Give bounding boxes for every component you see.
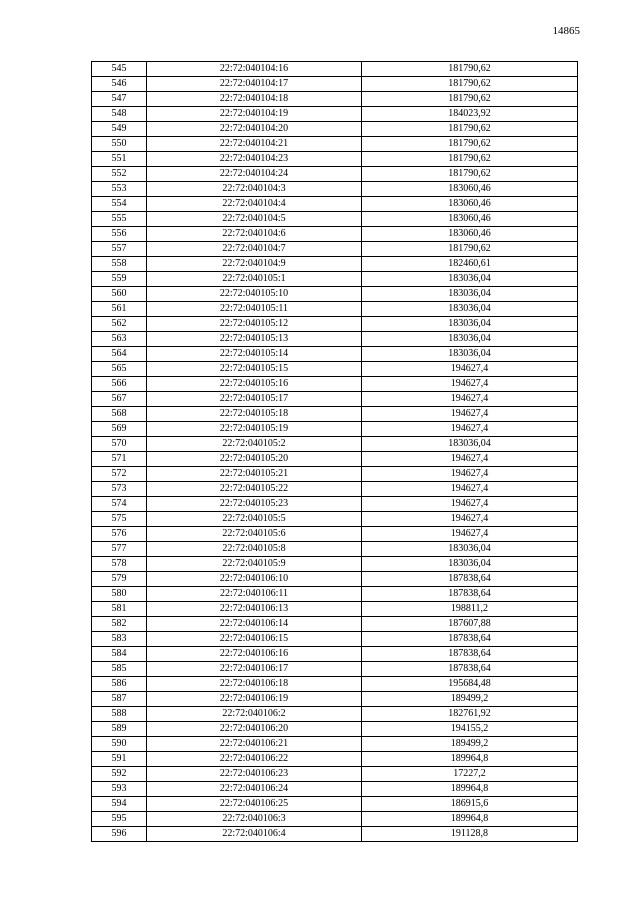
cadastre-value-table bbox=[91, 61, 578, 842]
row-number-cell: 568 bbox=[92, 407, 147, 422]
cadastral-number-cell: 22:72:040105:13 bbox=[147, 332, 362, 347]
cadastral-value-cell: 189499,2 bbox=[362, 737, 578, 752]
row-number-cell: 565 bbox=[92, 362, 147, 377]
row-number-cell: 592 bbox=[92, 767, 147, 782]
row-number-cell: 557 bbox=[92, 242, 147, 257]
cadastral-value-cell: 194627,4 bbox=[362, 377, 578, 392]
table-row bbox=[92, 437, 578, 452]
cadastral-number-cell: 22:72:040104:7 bbox=[147, 242, 362, 257]
page-number: 14865 bbox=[552, 25, 580, 37]
row-number-cell: 577 bbox=[92, 542, 147, 557]
cadastral-number-cell: 22:72:040105:1 bbox=[147, 272, 362, 287]
table-row bbox=[92, 467, 578, 482]
row-number-cell: 556 bbox=[92, 227, 147, 242]
row-number-cell: 572 bbox=[92, 467, 147, 482]
cadastral-value-cell: 182460,61 bbox=[362, 257, 578, 272]
cadastral-value-cell: 183036,04 bbox=[362, 557, 578, 572]
row-number-cell: 552 bbox=[92, 167, 147, 182]
table-row bbox=[92, 692, 578, 707]
row-number-cell: 593 bbox=[92, 782, 147, 797]
table-row bbox=[92, 62, 578, 77]
cadastral-value-cell: 181790,62 bbox=[362, 242, 578, 257]
cadastral-number-cell: 22:72:040105:15 bbox=[147, 362, 362, 377]
table-row bbox=[92, 512, 578, 527]
table-row bbox=[92, 332, 578, 347]
table-row bbox=[92, 737, 578, 752]
table-row bbox=[92, 632, 578, 647]
cadastral-value-cell: 181790,62 bbox=[362, 122, 578, 137]
row-number-cell: 564 bbox=[92, 347, 147, 362]
cadastral-value-cell: 194627,4 bbox=[362, 512, 578, 527]
cadastral-number-cell: 22:72:040105:6 bbox=[147, 527, 362, 542]
table-row bbox=[92, 722, 578, 737]
table-row bbox=[92, 167, 578, 182]
cadastral-number-cell: 22:72:040106:21 bbox=[147, 737, 362, 752]
row-number-cell: 578 bbox=[92, 557, 147, 572]
cadastral-number-cell: 22:72:040104:17 bbox=[147, 77, 362, 92]
table-row bbox=[92, 812, 578, 827]
table-row bbox=[92, 242, 578, 257]
cadastral-value-cell: 194627,4 bbox=[362, 362, 578, 377]
cadastral-value-cell: 194627,4 bbox=[362, 407, 578, 422]
row-number-cell: 569 bbox=[92, 422, 147, 437]
row-number-cell: 567 bbox=[92, 392, 147, 407]
table-row bbox=[92, 797, 578, 812]
cadastral-number-cell: 22:72:040105:12 bbox=[147, 317, 362, 332]
cadastral-value-cell: 187838,64 bbox=[362, 572, 578, 587]
row-number-cell: 583 bbox=[92, 632, 147, 647]
cadastral-number-cell: 22:72:040106:3 bbox=[147, 812, 362, 827]
row-number-cell: 570 bbox=[92, 437, 147, 452]
row-number-cell: 554 bbox=[92, 197, 147, 212]
table-row bbox=[92, 782, 578, 797]
cadastral-number-cell: 22:72:040106:15 bbox=[147, 632, 362, 647]
cadastral-number-cell: 22:72:040106:10 bbox=[147, 572, 362, 587]
cadastral-number-cell: 22:72:040105:21 bbox=[147, 467, 362, 482]
cadastral-value-cell: 189964,8 bbox=[362, 752, 578, 767]
table-row bbox=[92, 752, 578, 767]
row-number-cell: 555 bbox=[92, 212, 147, 227]
table-row bbox=[92, 122, 578, 137]
table-row bbox=[92, 602, 578, 617]
cadastral-value-cell: 194627,4 bbox=[362, 467, 578, 482]
cadastral-number-cell: 22:72:040106:16 bbox=[147, 647, 362, 662]
cadastral-number-cell: 22:72:040105:14 bbox=[147, 347, 362, 362]
row-number-cell: 549 bbox=[92, 122, 147, 137]
table-row bbox=[92, 677, 578, 692]
cadastral-number-cell: 22:72:040105:10 bbox=[147, 287, 362, 302]
row-number-cell: 561 bbox=[92, 302, 147, 317]
cadastral-value-cell: 183036,04 bbox=[362, 542, 578, 557]
row-number-cell: 576 bbox=[92, 527, 147, 542]
cadastral-number-cell: 22:72:040106:4 bbox=[147, 827, 362, 842]
cadastral-value-cell: 183060,46 bbox=[362, 212, 578, 227]
cadastral-number-cell: 22:72:040105:18 bbox=[147, 407, 362, 422]
cadastral-number-cell: 22:72:040105:20 bbox=[147, 452, 362, 467]
cadastral-number-cell: 22:72:040106:22 bbox=[147, 752, 362, 767]
cadastral-value-cell: 195684,48 bbox=[362, 677, 578, 692]
table-row bbox=[92, 662, 578, 677]
row-number-cell: 548 bbox=[92, 107, 147, 122]
cadastral-number-cell: 22:72:040104:5 bbox=[147, 212, 362, 227]
cadastral-value-cell: 194627,4 bbox=[362, 452, 578, 467]
cadastral-number-cell: 22:72:040106:17 bbox=[147, 662, 362, 677]
row-number-cell: 545 bbox=[92, 62, 147, 77]
cadastral-value-cell: 181790,62 bbox=[362, 137, 578, 152]
cadastral-value-cell: 183036,04 bbox=[362, 272, 578, 287]
table-row bbox=[92, 827, 578, 842]
row-number-cell: 558 bbox=[92, 257, 147, 272]
cadastral-value-cell: 183036,04 bbox=[362, 302, 578, 317]
table-row bbox=[92, 377, 578, 392]
cadastral-value-cell: 189964,8 bbox=[362, 782, 578, 797]
table-row bbox=[92, 392, 578, 407]
cadastral-number-cell: 22:72:040104:23 bbox=[147, 152, 362, 167]
row-number-cell: 584 bbox=[92, 647, 147, 662]
table-row bbox=[92, 482, 578, 497]
cadastral-value-cell: 183036,04 bbox=[362, 287, 578, 302]
row-number-cell: 560 bbox=[92, 287, 147, 302]
row-number-cell: 571 bbox=[92, 452, 147, 467]
cadastral-number-cell: 22:72:040105:22 bbox=[147, 482, 362, 497]
cadastral-number-cell: 22:72:040105:9 bbox=[147, 557, 362, 572]
table-row bbox=[92, 182, 578, 197]
cadastral-number-cell: 22:72:040104:4 bbox=[147, 197, 362, 212]
table-row bbox=[92, 557, 578, 572]
cadastral-number-cell: 22:72:040106:23 bbox=[147, 767, 362, 782]
row-number-cell: 589 bbox=[92, 722, 147, 737]
cadastral-value-cell: 189964,8 bbox=[362, 812, 578, 827]
row-number-cell: 562 bbox=[92, 317, 147, 332]
table-row bbox=[92, 647, 578, 662]
cadastral-number-cell: 22:72:040106:13 bbox=[147, 602, 362, 617]
table-row bbox=[92, 77, 578, 92]
row-number-cell: 553 bbox=[92, 182, 147, 197]
cadastral-number-cell: 22:72:040105:2 bbox=[147, 437, 362, 452]
table-row bbox=[92, 617, 578, 632]
cadastral-number-cell: 22:72:040105:16 bbox=[147, 377, 362, 392]
cadastral-number-cell: 22:72:040106:25 bbox=[147, 797, 362, 812]
cadastral-number-cell: 22:72:040104:16 bbox=[147, 62, 362, 77]
cadastral-value-cell: 183036,04 bbox=[362, 437, 578, 452]
cadastral-number-cell: 22:72:040106:20 bbox=[147, 722, 362, 737]
row-number-cell: 587 bbox=[92, 692, 147, 707]
row-number-cell: 559 bbox=[92, 272, 147, 287]
row-number-cell: 575 bbox=[92, 512, 147, 527]
table-row bbox=[92, 527, 578, 542]
cadastral-value-cell: 194627,4 bbox=[362, 497, 578, 512]
row-number-cell: 580 bbox=[92, 587, 147, 602]
table-row bbox=[92, 257, 578, 272]
row-number-cell: 550 bbox=[92, 137, 147, 152]
table-body bbox=[92, 62, 578, 842]
cadastral-number-cell: 22:72:040104:20 bbox=[147, 122, 362, 137]
row-number-cell: 573 bbox=[92, 482, 147, 497]
cadastral-value-cell: 189499,2 bbox=[362, 692, 578, 707]
row-number-cell: 596 bbox=[92, 827, 147, 842]
cadastral-value-cell: 183060,46 bbox=[362, 182, 578, 197]
table-row bbox=[92, 587, 578, 602]
cadastral-value-cell: 186915,6 bbox=[362, 797, 578, 812]
cadastral-value-cell: 181790,62 bbox=[362, 62, 578, 77]
cadastral-value-cell: 198811,2 bbox=[362, 602, 578, 617]
cadastral-number-cell: 22:72:040104:3 bbox=[147, 182, 362, 197]
cadastral-value-cell: 194627,4 bbox=[362, 422, 578, 437]
cadastral-value-cell: 183060,46 bbox=[362, 227, 578, 242]
cadastral-value-cell: 194627,4 bbox=[362, 482, 578, 497]
table-row bbox=[92, 572, 578, 587]
table-row bbox=[92, 767, 578, 782]
cadastral-value-cell: 182761,92 bbox=[362, 707, 578, 722]
cadastral-number-cell: 22:72:040106:18 bbox=[147, 677, 362, 692]
cadastral-number-cell: 22:72:040105:11 bbox=[147, 302, 362, 317]
cadastral-value-cell: 17227,2 bbox=[362, 767, 578, 782]
cadastral-number-cell: 22:72:040104:6 bbox=[147, 227, 362, 242]
row-number-cell: 590 bbox=[92, 737, 147, 752]
table-row bbox=[92, 107, 578, 122]
row-number-cell: 582 bbox=[92, 617, 147, 632]
row-number-cell: 566 bbox=[92, 377, 147, 392]
cadastral-value-cell: 181790,62 bbox=[362, 152, 578, 167]
table-row bbox=[92, 227, 578, 242]
row-number-cell: 588 bbox=[92, 707, 147, 722]
table-row bbox=[92, 452, 578, 467]
cadastral-number-cell: 22:72:040104:9 bbox=[147, 257, 362, 272]
table-row bbox=[92, 272, 578, 287]
row-number-cell: 586 bbox=[92, 677, 147, 692]
table-row bbox=[92, 362, 578, 377]
row-number-cell: 551 bbox=[92, 152, 147, 167]
cadastral-value-cell: 181790,62 bbox=[362, 167, 578, 182]
cadastral-value-cell: 183060,46 bbox=[362, 197, 578, 212]
row-number-cell: 585 bbox=[92, 662, 147, 677]
cadastral-number-cell: 22:72:040105:17 bbox=[147, 392, 362, 407]
cadastral-value-cell: 194155,2 bbox=[362, 722, 578, 737]
cadastral-number-cell: 22:72:040106:19 bbox=[147, 692, 362, 707]
cadastral-value-cell: 183036,04 bbox=[362, 332, 578, 347]
table-row bbox=[92, 422, 578, 437]
cadastral-number-cell: 22:72:040105:19 bbox=[147, 422, 362, 437]
cadastral-value-cell: 187607,88 bbox=[362, 617, 578, 632]
table-row bbox=[92, 317, 578, 332]
table-row bbox=[92, 302, 578, 317]
cadastral-number-cell: 22:72:040106:11 bbox=[147, 587, 362, 602]
table-row bbox=[92, 542, 578, 557]
cadastral-number-cell: 22:72:040104:18 bbox=[147, 92, 362, 107]
cadastral-number-cell: 22:72:040105:23 bbox=[147, 497, 362, 512]
row-number-cell: 595 bbox=[92, 812, 147, 827]
table-row bbox=[92, 137, 578, 152]
row-number-cell: 581 bbox=[92, 602, 147, 617]
table-row bbox=[92, 152, 578, 167]
cadastral-value-cell: 181790,62 bbox=[362, 77, 578, 92]
cadastral-value-cell: 187838,64 bbox=[362, 587, 578, 602]
cadastral-value-cell: 183036,04 bbox=[362, 317, 578, 332]
row-number-cell: 591 bbox=[92, 752, 147, 767]
table-row bbox=[92, 92, 578, 107]
table-row bbox=[92, 212, 578, 227]
cadastral-value-cell: 194627,4 bbox=[362, 392, 578, 407]
cadastral-value-cell: 181790,62 bbox=[362, 92, 578, 107]
cadastral-value-cell: 183036,04 bbox=[362, 347, 578, 362]
row-number-cell: 546 bbox=[92, 77, 147, 92]
table-row bbox=[92, 497, 578, 512]
row-number-cell: 547 bbox=[92, 92, 147, 107]
cadastral-value-cell: 184023,92 bbox=[362, 107, 578, 122]
row-number-cell: 563 bbox=[92, 332, 147, 347]
cadastral-number-cell: 22:72:040106:24 bbox=[147, 782, 362, 797]
cadastral-number-cell: 22:72:040104:19 bbox=[147, 107, 362, 122]
cadastral-number-cell: 22:72:040104:21 bbox=[147, 137, 362, 152]
row-number-cell: 574 bbox=[92, 497, 147, 512]
table-row bbox=[92, 707, 578, 722]
cadastral-value-cell: 194627,4 bbox=[362, 527, 578, 542]
table-row bbox=[92, 287, 578, 302]
table-row bbox=[92, 407, 578, 422]
cadastral-number-cell: 22:72:040105:5 bbox=[147, 512, 362, 527]
row-number-cell: 594 bbox=[92, 797, 147, 812]
cadastral-number-cell: 22:72:040106:14 bbox=[147, 617, 362, 632]
row-number-cell: 579 bbox=[92, 572, 147, 587]
cadastral-number-cell: 22:72:040104:24 bbox=[147, 167, 362, 182]
cadastral-number-cell: 22:72:040106:2 bbox=[147, 707, 362, 722]
cadastral-value-cell: 187838,64 bbox=[362, 632, 578, 647]
table-row bbox=[92, 197, 578, 212]
table-row bbox=[92, 347, 578, 362]
cadastral-number-cell: 22:72:040105:8 bbox=[147, 542, 362, 557]
cadastral-value-cell: 187838,64 bbox=[362, 662, 578, 677]
cadastral-value-cell: 187838,64 bbox=[362, 647, 578, 662]
cadastral-value-cell: 191128,8 bbox=[362, 827, 578, 842]
